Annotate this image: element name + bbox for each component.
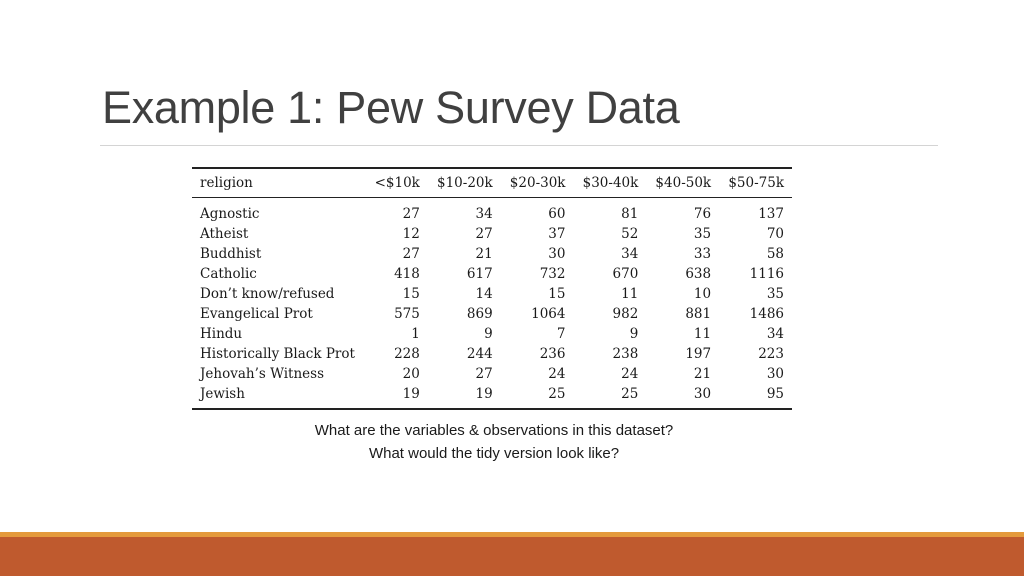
count-cell: 35 [766,286,784,302]
count-cell: 10 [693,286,712,302]
count-cell: 34 [475,206,493,222]
count-cell: 244 [466,346,493,362]
table-body [192,198,792,410]
count-cell: 70 [766,226,784,242]
question-variables: What are the variables & observations in this dataset? [314,422,674,439]
religion-cell: Hindu [200,326,243,342]
count-cell: 11 [621,286,639,302]
count-cell: 21 [693,366,712,382]
count-cell: 30 [646,384,719,409]
table-row [192,384,792,409]
count-cell: 27 [475,226,493,242]
count-cell: 617 [466,266,493,282]
count-cell: 638 [685,266,712,282]
religion-cell: Evangelical Prot [200,306,313,322]
count-cell: 35 [693,226,712,242]
table-row [192,324,792,344]
religion-cell: Agnostic [200,206,260,222]
religion-cell: Historically Black Prot [200,346,355,362]
survey-table [192,167,792,410]
count-cell: 1 [411,326,420,342]
count-cell: 1064 [531,306,566,322]
count-cell: 25 [573,384,646,409]
count-cell: 20 [402,366,420,382]
count-cell: 15 [548,286,566,302]
count-cell: 19 [428,384,501,409]
count-cell: 37 [548,226,566,242]
column-header: <$10k [366,168,428,198]
count-cell: 25 [501,384,574,409]
count-cell: 30 [766,366,784,382]
question-tidy: What would the tidy version look like? [368,445,620,462]
count-cell: 30 [548,246,566,262]
count-cell: 418 [394,266,420,282]
table-row [192,284,792,304]
footer-band [0,537,1024,576]
column-header: $50-75k [719,168,792,198]
column-header: $20-30k [501,168,574,198]
table-row [192,264,792,284]
title-divider [100,145,938,146]
count-cell: 1116 [749,266,784,282]
count-cell: 670 [612,266,639,282]
count-cell: 21 [475,246,493,262]
table-row [192,224,792,244]
count-cell: 27 [402,206,420,222]
count-cell: 982 [612,306,639,322]
count-cell: 7 [556,326,566,342]
count-cell: 95 [719,384,792,409]
column-header: religion [192,168,366,198]
count-cell: 34 [621,246,639,262]
count-cell: 14 [475,286,493,302]
count-cell: 81 [621,206,639,222]
religion-cell: Buddhist [200,246,262,262]
count-cell: 58 [766,246,784,262]
count-cell: 9 [484,326,493,342]
count-cell: 228 [394,346,420,362]
count-cell: 12 [402,226,420,242]
count-cell: 24 [548,366,566,382]
count-cell: 76 [693,206,712,222]
table-row [192,364,792,384]
count-cell: 9 [629,326,639,342]
column-header: $10-20k [428,168,501,198]
count-cell: 575 [394,306,420,322]
count-cell: 869 [466,306,493,322]
religion-cell: Atheist [200,226,249,242]
column-header: $40-50k [646,168,719,198]
count-cell: 236 [539,346,566,362]
count-cell: 33 [693,246,712,262]
count-cell: 52 [621,226,639,242]
count-cell: 27 [475,366,493,382]
count-cell: 60 [548,206,566,222]
table-header-row [192,168,792,198]
count-cell: 881 [685,306,712,322]
survey-table-container [192,167,792,410]
religion-cell: Don’t know/refused [200,286,335,302]
religion-cell: Jehovah’s Witness [200,366,325,382]
count-cell: 223 [758,346,784,362]
religion-cell: Jewish [192,384,366,409]
count-cell: 1486 [749,306,784,322]
slide-title: Example 1: Pew Survey Data [102,82,680,133]
column-header: $30-40k [573,168,646,198]
count-cell: 15 [402,286,420,302]
count-cell: 137 [758,206,784,222]
count-cell: 197 [685,346,712,362]
table-row [192,198,792,225]
table-row [192,304,792,324]
count-cell: 19 [366,384,428,409]
table-row [192,344,792,364]
count-cell: 732 [539,266,566,282]
religion-cell: Catholic [200,266,257,282]
table-row [192,244,792,264]
count-cell: 24 [621,366,639,382]
count-cell: 11 [693,326,712,342]
count-cell: 238 [612,346,639,362]
count-cell: 34 [766,326,784,342]
count-cell: 27 [402,246,420,262]
